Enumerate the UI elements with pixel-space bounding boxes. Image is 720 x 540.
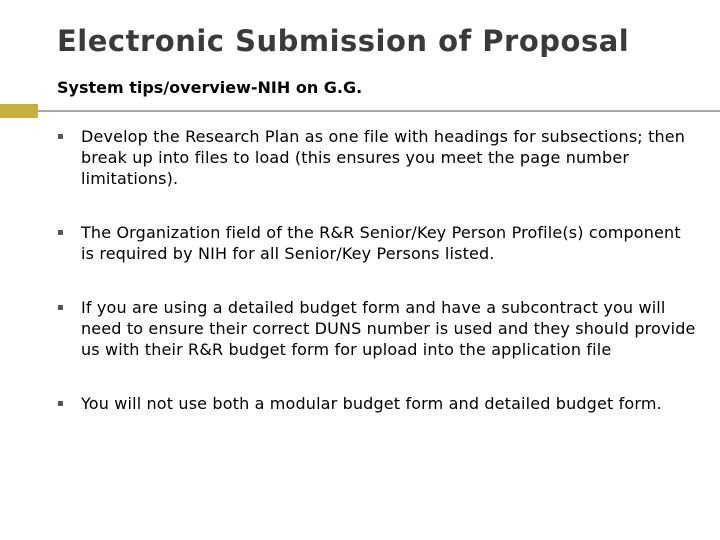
list-item <box>57 126 697 189</box>
bullet-icon: ▪ <box>57 398 64 409</box>
divider-line <box>38 110 720 112</box>
list-item <box>57 393 697 414</box>
bullet-text: Develop the Research Plan as one file with headings for subsections; then break up into files to load (this ensures you meet the page number limitations). <box>81 127 686 188</box>
bullet-text: If you are using a detailed budget form and have a subcontract you will need to ensure their correct DUNS number is used and they should provide us with their R&R budget form for upload into the application file <box>81 298 696 359</box>
list-item <box>57 297 697 360</box>
bullet-list <box>57 126 697 444</box>
slide-title: Electronic Submission of Proposal <box>57 24 630 58</box>
bullet-icon: ▪ <box>57 227 64 238</box>
bullet-icon: ▪ <box>57 131 64 142</box>
bullet-text: You will not use both a modular budget form and detailed budget form. <box>81 394 662 413</box>
slide-subtitle: System tips/overview-NIH on G.G. <box>57 78 363 97</box>
accent-bar <box>0 104 38 118</box>
list-item <box>57 222 697 264</box>
bullet-icon: ▪ <box>57 302 64 313</box>
bullet-text: The Organization field of the R&R Senior/Key Person Profile(s) component is required by NIH for all Senior/Key Persons listed. <box>81 223 681 263</box>
